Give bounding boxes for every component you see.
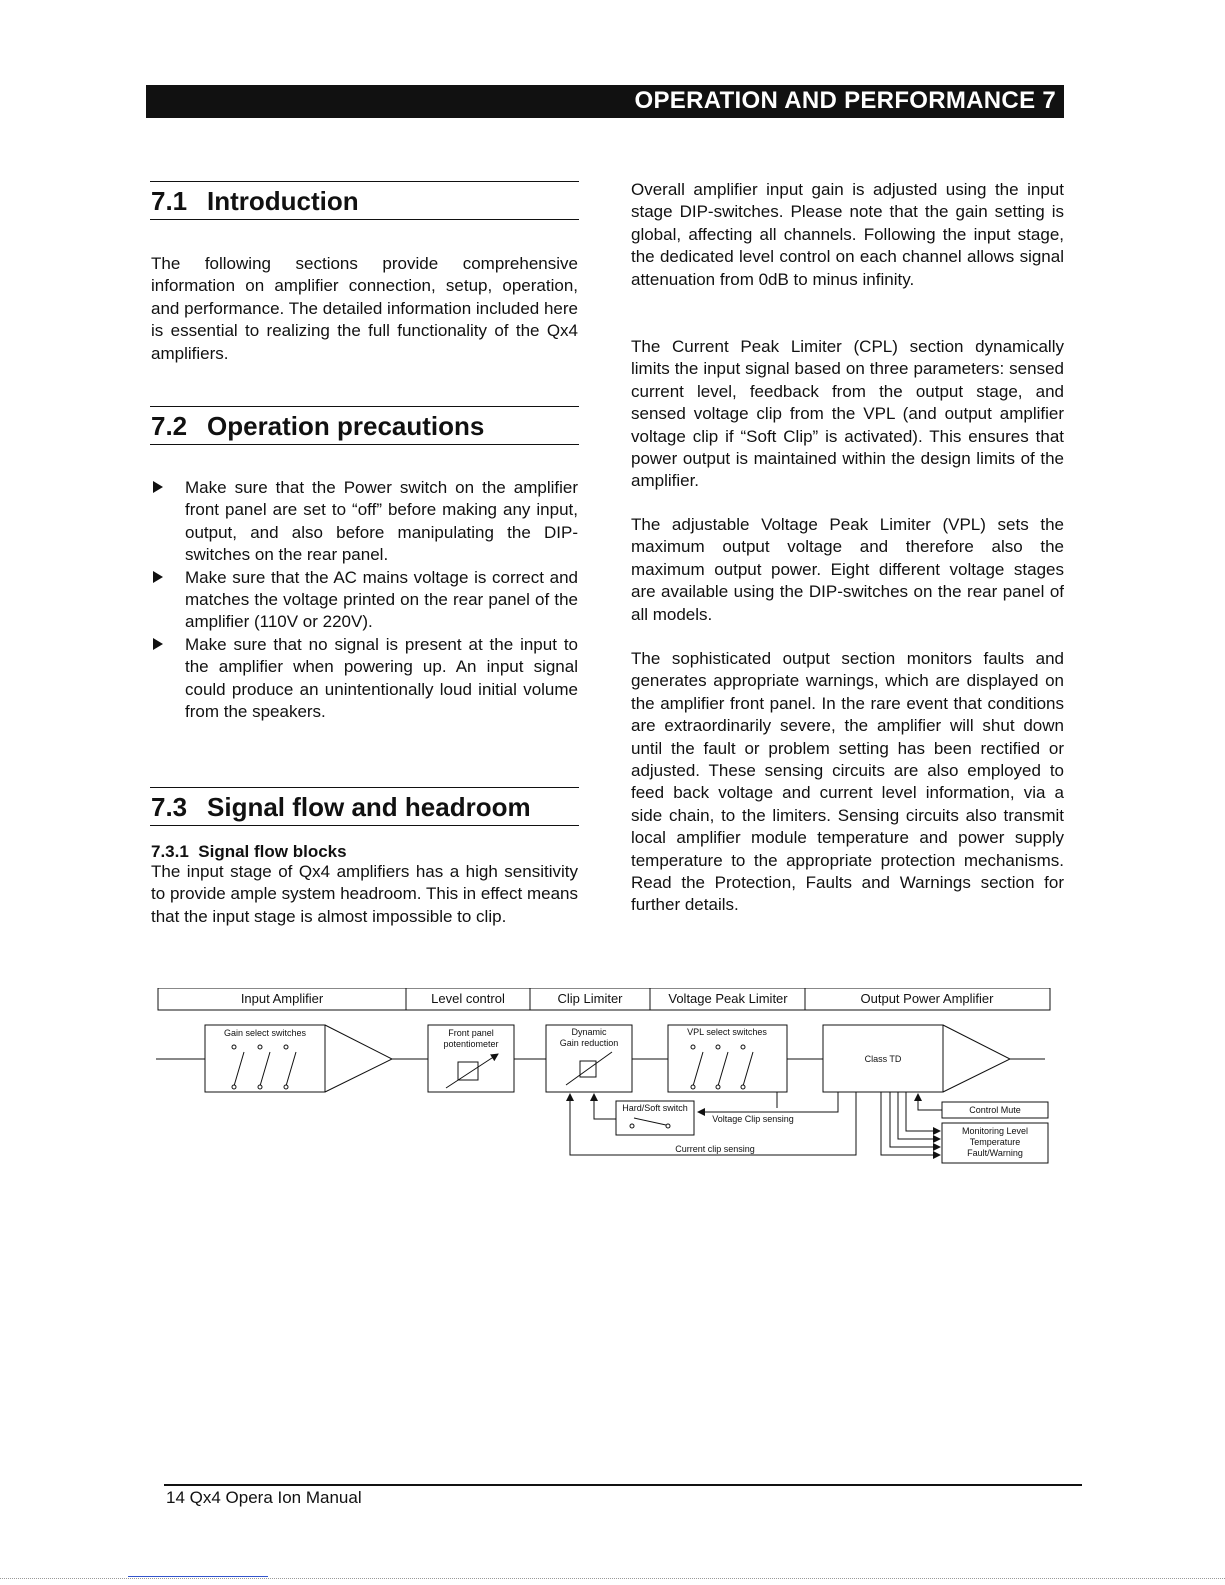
input-amp-triangle: [325, 1025, 392, 1092]
stage-label: Input Amplifier: [240, 991, 324, 1006]
section-number: 7.3: [151, 792, 188, 822]
bullet-triangle-icon: [153, 638, 163, 650]
bullet-triangle-icon: [153, 571, 163, 583]
signal-flow-paragraph: The input stage of Qx4 amplifiers has a high sensitivity to provide ample system headroom. This in effect means that the input stage is almost impossible to clip.: [151, 862, 578, 926]
section-number: 7.2: [151, 411, 188, 441]
block-label: potentiometer: [443, 1039, 499, 1049]
section-rule-top: [150, 181, 579, 182]
page-edge-dots: [0, 1578, 1225, 1579]
footer-rule: [164, 1484, 1082, 1486]
section-rule-bottom: [150, 825, 579, 826]
right-paragraph-gain: Overall amplifier input gain is adjusted using the input stage DIP-switches. Please note that the gain setting is global, affecting all channels. Following the input stage, the dedicated level control on each channel allows signal attenuation from 0dB to minus infinity.: [631, 180, 1064, 289]
right-paragraph-cpl: The Current Peak Limiter (CPL) section dynamically limits the input signal based on three parameters: sensed current level, feedback from the output stage, and sensed voltage clip from the VPL (and output amplifier voltage clip if “Soft Clip” is activated). This ensures that power output is maintained within the design limits of the amplifier.: [631, 337, 1064, 491]
block-label: Temperature: [969, 1137, 1021, 1147]
intro-paragraph: The following sections provide comprehensive information on amplifier connection, setup, operation, and performance. The detailed information included here is essential to realizing the full functionality of the Qx4 amplifiers.: [151, 254, 578, 363]
block-label: VPL select switches: [687, 1027, 767, 1037]
block-label: Monitoring Level: [961, 1126, 1029, 1136]
block-label: Gain reduction: [559, 1038, 619, 1048]
block-label: Gain select switches: [223, 1028, 307, 1038]
section-heading-precautions: [151, 411, 484, 442]
right-paragraph-vpl: The adjustable Voltage Peak Limiter (VPL) sets the maximum output voltage and therefore also the maximum output power. Eight different voltage stages are available using the DIP-switches on the rear panel of all models.: [631, 515, 1064, 624]
stage-label: Output Power Amplifier: [860, 991, 994, 1006]
section-title: Operation precautions: [207, 411, 485, 441]
page-footer: 14 Qx4 Opera Ion Manual: [166, 1488, 362, 1507]
section-heading-introduction: [151, 186, 359, 217]
block-label: Class TD: [864, 1054, 902, 1064]
output-amp-triangle: [943, 1025, 1010, 1092]
signal-label: Voltage Clip sensing: [712, 1114, 794, 1124]
stage-label: Voltage Peak Limiter: [668, 991, 788, 1006]
precautions-list: [151, 477, 578, 723]
subsection-heading: 7.3.1 Signal flow blocks: [151, 842, 347, 861]
bullet-triangle-icon: [153, 481, 163, 493]
signal-label: Current clip sensing: [675, 1144, 755, 1154]
section-heading-signal-flow: [151, 792, 531, 823]
stage-label: Clip Limiter: [557, 991, 623, 1006]
signal-flow-diagram: [150, 988, 1060, 1178]
list-item: Make sure that the Power switch on the amplifier front panel are set to “off” before making any input, output, and also before manipulating the DIP-switches on the rear panel.: [151, 477, 578, 567]
block-label: Control Mute: [969, 1105, 1021, 1115]
section-number: 7.1: [151, 186, 188, 216]
section-rule-bottom: [150, 444, 579, 445]
section-rule-top: [150, 787, 579, 788]
chapter-title: OPERATION AND PERFORMANCE 7: [634, 87, 1056, 114]
block-label: Front panel: [448, 1028, 494, 1038]
section-title: Introduction: [207, 186, 359, 216]
block-label: Hard/Soft switch: [622, 1103, 688, 1113]
right-paragraph-output: The sophisticated output section monitors faults and generates appropriate warnings, which are displayed on the amplifier front panel. In the rare event that conditions are extraordinarily severe, the amplifier will shut down until the fault or problem setting has been rectified or adjusted. These sensing circuits are also employed to feed back voltage and current level information, via a side chain, to the limiters. Sensing circuits also transmit local amplifier module temperature and power supply temperature to the appropriate protection mechanisms. Read the Protection, Faults and Warnings section for further details.: [631, 649, 1064, 915]
section-rule-bottom: [150, 219, 579, 220]
section-title: Signal flow and headroom: [207, 792, 531, 822]
block-label: Dynamic: [571, 1027, 607, 1037]
header-bar: [146, 85, 1064, 118]
block-label: Fault/Warning: [967, 1148, 1023, 1158]
list-item: Make sure that no signal is present at the input to the amplifier when powering up. An input signal could produce an unintentionally loud initial volume from the speakers.: [151, 634, 578, 724]
stage-label: Level control: [431, 991, 505, 1006]
section-rule-top: [150, 406, 579, 407]
page-edge-link-line: [128, 1576, 268, 1577]
list-item: Make sure that the AC mains voltage is correct and matches the voltage printed on the rear panel of the amplifier (110V or 220V).: [151, 567, 578, 634]
